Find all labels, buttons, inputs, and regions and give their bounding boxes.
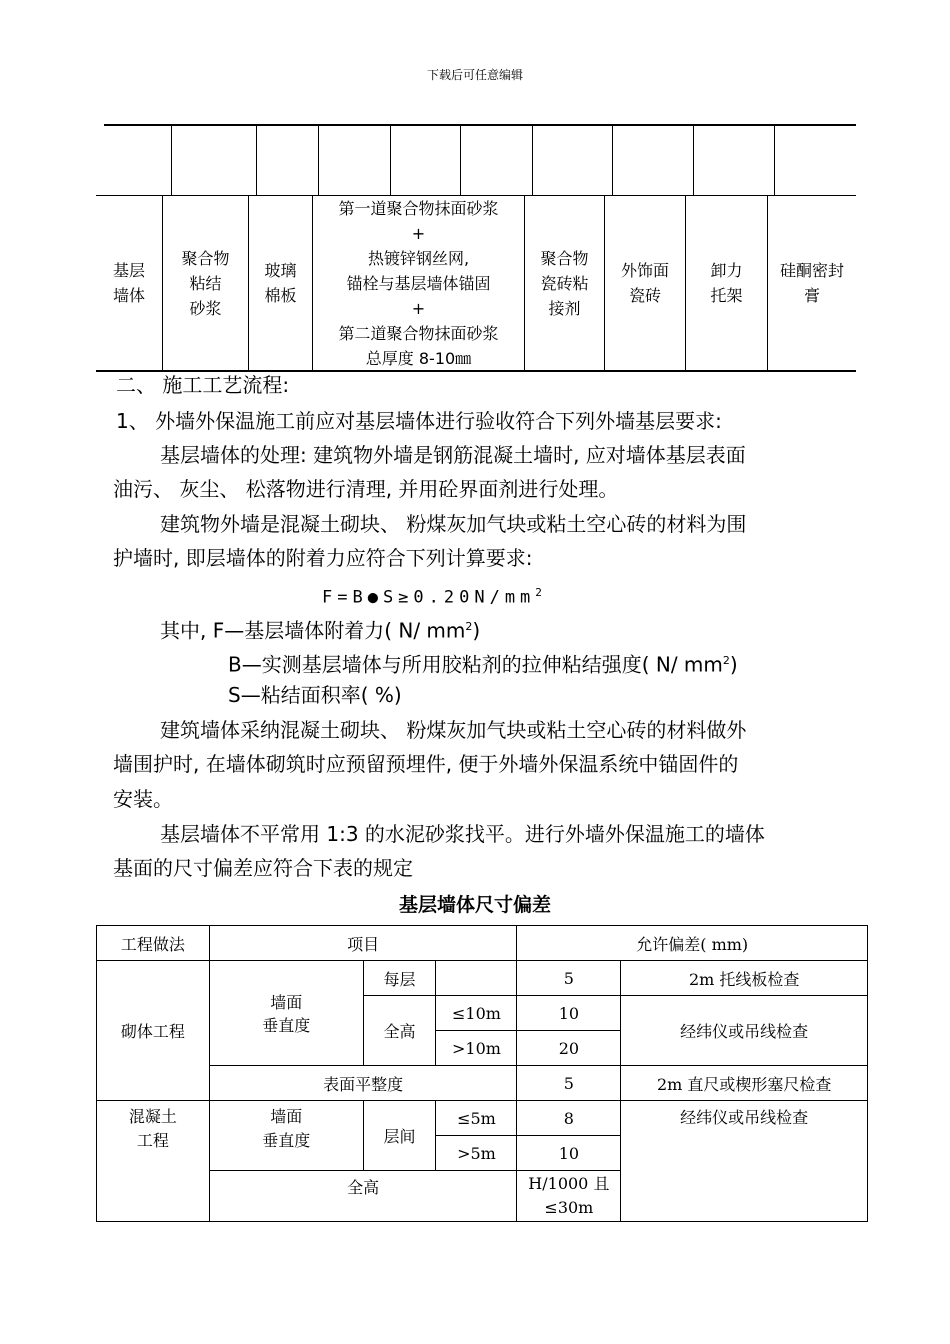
layer-cell-support-bracket: 卸力 托架 [710,261,743,305]
layer-cell-base-wall: 基层 墙体 [112,261,145,305]
per-floor-check: 2m 托线板检查 [621,961,868,996]
flatness-label: 表面平整度 [209,1066,517,1101]
per-floor-value: 5 [517,961,621,996]
layer-cell-adhesive-mortar: 聚合物 粘结 砂浆 [181,248,230,318]
where-f: 其中, F—基层墙体附着力( N/ $mm^2$) [160,618,481,643]
concrete-check: 经纬仪或吊线检查 [621,1101,868,1222]
table-title: 基层墙体尺寸偏差 [398,894,551,916]
gt5-label: >5m [436,1136,517,1171]
paragraph-2-line-2: 护墙时, 即层墙体的附着力应符合下列计算要求: [113,546,533,570]
flatness-check: 2m 直尺或楔形塞尺检查 [621,1066,868,1101]
layer-cell-sealant: 硅酮密封 膏 [779,261,844,305]
header-note: 下载后可任意编辑 [426,68,523,82]
le5-value: 8 [517,1101,621,1136]
paragraph-3-line-3: 安装。 [113,787,173,811]
layer-cell-plaster-mesh: 第一道聚合物抹面砂浆 + 热镀锌钢丝网, 锚栓与基层墙体锚固 + 第二道聚合物抹面砂浆 总厚度 8-10㎜ [338,198,499,368]
paragraph-4-line-1: 基层墙体不平常用 1:3 的水泥砂浆找平。进行外墙外保温施工的墙体 [160,822,765,846]
where-b: B—实测基层墙体与所用胶粘剂的拉伸粘结强度( N/ $mm^2$) [228,652,738,677]
table-row [97,1066,868,1101]
layer-cell-tile-adhesive: 聚合物 瓷砖粘 接剂 [540,248,589,318]
gt10-label: >10m [436,1031,517,1066]
paragraph-2-line-1: 建筑物外墙是混凝土砌块、 粉煤灰加气块或粘土空心砖的材料为围 [160,512,747,536]
paragraph-3-line-2: 墙围护时, 在墙体砌筑时应预留预埋件, 便于外墙外保温系统中锚固件的 [113,752,739,776]
header-method: 工程做法 [97,926,210,961]
gt10-value: 20 [517,1031,621,1066]
paragraph-3-line-1: 建筑墙体采纳混凝土砌块、 粉煤灰加气块或粘土空心砖的材料做外 [160,718,747,742]
between-floor-label: 层间 [363,1101,436,1171]
table-header-row [97,926,868,961]
flatness-value: 5 [517,1066,621,1101]
section-title: 二、 施工工艺流程: [116,373,290,397]
le10-label: ≤10m [436,996,517,1031]
table-row [97,961,868,996]
concrete-label: 混凝土 工程 [97,1101,210,1222]
deviation-table [96,925,868,1222]
where-s: S—粘结面积率( %) [228,683,402,707]
le10-value: 10 [517,996,621,1031]
paragraph-1-line-2: 油污、 灰尘、 松落物进行清理, 并用砼界面剂进行处理。 [113,477,619,501]
wall-vertical-label: 墙面 垂直度 [209,961,363,1066]
le5-label: ≤5m [436,1101,517,1136]
empty-cell [436,961,517,996]
full-height-value-2: H/1000 且 ≤30m [517,1171,621,1222]
masonry-label: 砌体工程 [97,961,210,1101]
layer-cell-glass-wool: 玻璃 棉板 [264,261,297,305]
full-height-label-2: 全高 [209,1171,517,1222]
formula: $F=B●S\ge 0.20N/mm^2$ [322,586,547,608]
layer-cell-facing-tile: 外饰面 瓷砖 [620,261,669,305]
full-height-check: 经纬仪或吊线检查 [621,996,868,1066]
table-row [97,1101,868,1136]
full-height-label: 全高 [363,996,436,1066]
header-allowance: 允许偏差( mm) [517,926,868,961]
gt5-value: 10 [517,1136,621,1171]
header-item: 项目 [209,926,517,961]
paragraph-4-line-2: 基面的尺寸偏差应符合下表的规定 [113,856,413,880]
item-1: 1、 外墙外保温施工前应对基层墙体进行验收符合下列外墙基层要求: [116,409,722,433]
paragraph-1-line-1: 基层墙体的处理: 建筑物外墙是钢筋混凝土墙时, 应对墙体基层表面 [160,443,746,467]
wall-vertical-label-2: 墙面 垂直度 [209,1101,363,1171]
per-floor-label: 每层 [363,961,436,996]
